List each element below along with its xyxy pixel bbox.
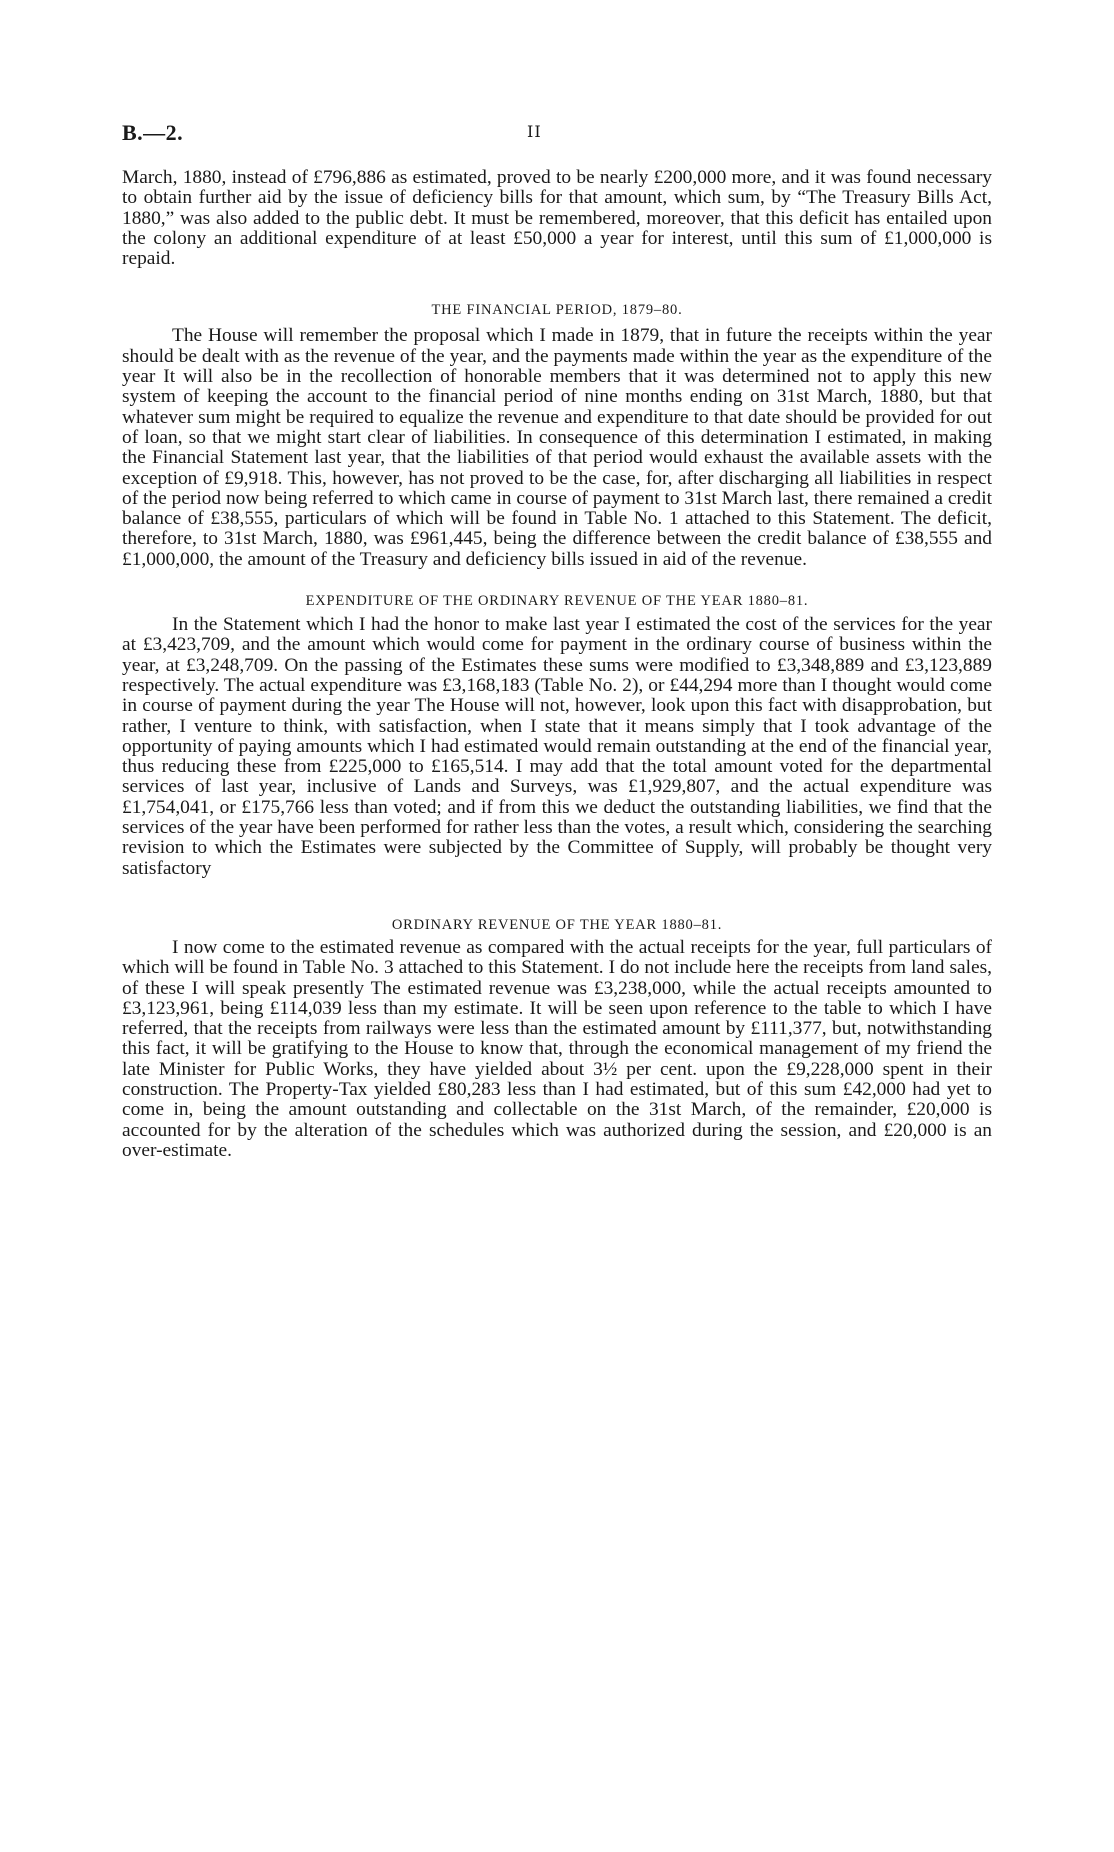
- section-heading-financial-period: THE FINANCIAL PERIOD, 1879–80.: [431, 302, 683, 319]
- section-paragraph-ordinary-revenue: I now come to the estimated revenue as compared with the actual receipts for the year, full particulars of which will be found in Table No. 3 attached to this Statement. I do not include here the receipts from land sales, of these I will speak presently The estimated revenue was £3,238,000, while the actual receipts amounted to £3,123,961, being £114,039 less than my estimate. It will be seen upon reference to the table to which I have referred, that the receipts from railways were less than the estimated amount by £111,377, but, notwithstanding this fact, it will be gratifying to the House to know that, through the economical management of my friend the late Minister for Public Works, they have yielded about 3½ per cent. upon the £9,228,000 spent in their construction. The Property-Tax yielded £80,283 less than I had estimated, but of this sum £42,000 had yet to come in, being the amount outstanding and collectable on the 31st March, of the remainder, £20,000 is accounted for by the alteration of the schedules which was authorized during the session, and £20,000 is an over-estimate.: [122, 936, 992, 1161]
- document-reference: B.—2.: [122, 120, 184, 145]
- opening-paragraph: March, 1880, instead of £796,886 as estimated, proved to be nearly £200,000 more, and it was found necessary to obtain further aid by the issue of deficiency bills for that amount, which sum, by “The Treasury Bills Act, 1880,” was also added to the public debt. It must be remembered, moreover, that this deficit has entailed upon the colony an additional expenditure of at least £50,000 a year for interest, until this sum of £1,000,000 is repaid.: [122, 167, 992, 270]
- page-number: II: [527, 122, 542, 141]
- page-body: [122, 168, 992, 1161]
- section-paragraph-expenditure: In the Statement which I had the honor to make last year I estimated the cost of the services for the year at £3,423,709, and the amount which would come for payment in the ordinary course of business within the year, at £3,248,709. On the passing of the Estimates these sums were modified to £3,348,889 and £3,123,889 respectively. The actual expenditure was £3,168,183 (Table No. 2), or £44,294 more than I thought would come in course of payment during the year The House will not, however, look upon this fact with disapprobation, but rather, I venture to think, with satisfaction, when I state that it means simply that I took advantage of the opportunity of paying amounts which I had estimated would remain outstanding at the end of the financial year, thus reducing these from £225,000 to £165,514. I may add that the total amount voted for the departmental services of last year, inclusive of Lands and Surveys, was £1,929,807, and the actual expenditure was £1,754,041, or £175,766 less than voted; and if from this we deduct the outstanding liabilities, we find that the services of the year have been performed for rather less than the votes, a result which, considering the searching revision to which the Estimates were subjected by the Committee of Supply, will probably be thought very satisfactory: [122, 614, 992, 879]
- page-header: [122, 120, 992, 150]
- section-heading-ordinary-revenue: ORDINARY REVENUE OF THE YEAR 1880–81.: [391, 916, 723, 933]
- section-paragraph-financial-period: The House will remember the proposal which I made in 1879, that in future the receipts within the year should be dealt with as the revenue of the year, and the payments made within the year as the expenditure of the year It will also be in the recollection of honorable members that it was determined not to apply this new system of keeping the account to the financial period of nine months ending on 31st March, 1880, but that whatever sum might be required to equalize the revenue and expenditure to that date should be provided for out of loan, so that we might start clear of liabilities. In consequence of this determination I estimated, in making the Financial Statement last year, that the liabilities of that period would exhaust the available assets with the exception of £9,918. This, however, has not proved to be the case, for, after discharging all liabilities in respect of the period now being referred to which came in course of payment to 31st March last, there remained a credit balance of £38,555, particulars of which will be found in Table No. 1 attached to this Statement. The deficit, therefore, to 31st March, 1880, was £961,445, being the difference between the credit balance of £38,555 and £1,000,000, the amount of the Treasury and deficiency bills issued in aid of the revenue.: [122, 325, 992, 570]
- section-heading-expenditure: EXPENDITURE OF THE ORDINARY REVENUE OF THE YEAR 1880–81.: [305, 593, 809, 610]
